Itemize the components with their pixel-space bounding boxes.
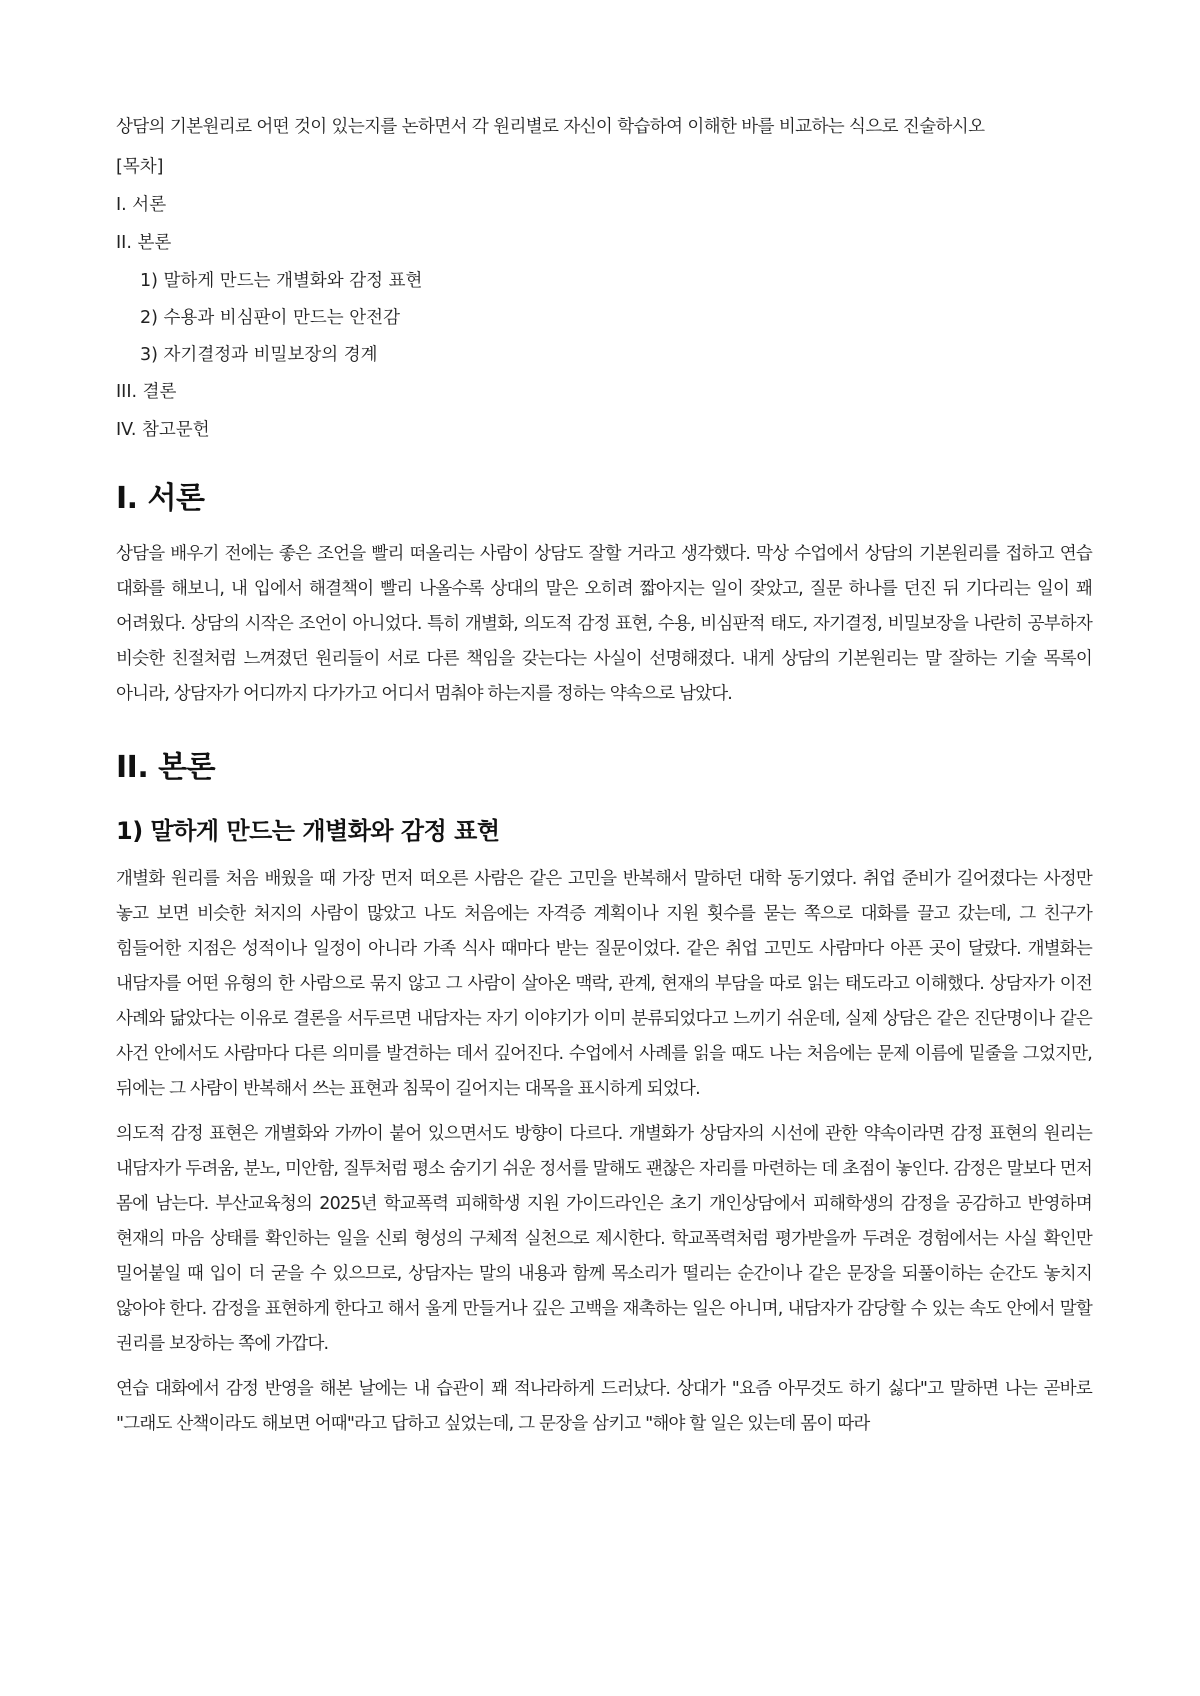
toc-item: I. 서론 [116,195,167,215]
toc-title: [목차] [116,157,164,177]
toc-subitem: 3) 자기결정과 비밀보장의 경계 [140,345,378,365]
body-paragraph: 의도적 감정 표현은 개별화와 가까이 붙어 있으면서도 방향이 다르다. 개별화가 상담자의 시선에 관한 약속이라면 감정 표현의 원리는 내담자가 두려움, 분노, 미안함, 질투처럼 평소 숨기기 쉬운 정서를 말해도 괜찮은 자리를 마련하는 데 초점이 놓인다. 감정은 말보다 먼저 몸에 남는다. 부산교육청의 2025년 학교폭력 피해학생 지원 가이드라인은 초기 개인상담에서 피해학생의 감정을 공감하고 반영하며 현재의 마음 상태를 확인하는 일을 신뢰 형성의 구체적 실천으로 제시한다. 학교폭력처럼 평가받을까 두려운 경험에서는 사실 확인만 밀어붙일 때 입이 더 굳을 수 있으므로, 상담자는 말의 내용과 함께 목소리가 떨리는 순간이나 같은 문장을 되풀이하는 순간도 놓치지 않아야 한다. 감정을 표현하게 한다고 해서 울게 만들거나 깊은 고백을 재촉하는 일은 아니며, 내담자가 감당할 수 있는 속도 안에서 말할 권리를 보장하는 쪽에 가깝다. [116,1124,1092,1354]
essay-question: 상담의 기본원리로 어떤 것이 있는지를 논하면서 각 원리별로 자신이 학습하여 이해한 바를 비교하는 식으로 진술하시오 [116,117,985,137]
toc-item: IV. 참고문헌 [116,420,210,440]
toc-item: II. 본론 [116,233,172,253]
section-heading-intro: I. 서론 [116,481,205,516]
table-of-contents [116,154,1092,443]
body-paragraph: 개별화 원리를 처음 배웠을 때 가장 먼저 떠오른 사람은 같은 고민을 반복해서 말하던 대학 동기였다. 취업 준비가 길어졌다는 사정만 놓고 보면 비슷한 처지의 사람이 많았고 나도 처음에는 자격증 계획이나 지원 횟수를 묻는 쪽으로 대화를 끌고 갔는데, 그 친구가 힘들어한 지점은 성적이나 일정이 아니라 가족 식사 때마다 받는 질문이었다. 같은 취업 고민도 사람마다 아픈 곳이 달랐다. 개별화는 내담자를 어떤 유형의 한 사람으로 묶지 않고 그 사람이 살아온 맥락, 관계, 현재의 부담을 따로 읽는 태도라고 이해했다. 상담자가 이전 사례와 닮았다는 이유로 결론을 서두르면 내담자는 자기 이야기가 이미 분류되었다고 느끼기 쉬운데, 실제 상담은 같은 진단명이나 같은 사건 안에서도 사람마다 다른 의미를 발견하는 데서 깊어진다. 수업에서 사례를 읽을 때도 나는 처음에는 문제 이름에 밑줄을 그었지만, 뒤에는 그 사람이 반복해서 쓰는 표현과 침묵이 길어지는 대목을 표시하게 되었다. [116,869,1092,1099]
toc-item: III. 결론 [116,382,177,402]
subsection-heading-1: 1) 말하게 만드는 개별화와 감정 표현 [116,817,500,845]
toc-subitem: 1) 말하게 만드는 개별화와 감정 표현 [140,271,423,291]
body-paragraph: 연습 대화에서 감정 반영을 해본 날에는 내 습관이 꽤 적나라하게 드러났다. 상대가 "요즘 아무것도 하기 싫다"고 말하면 나는 곧바로 "그래도 산책이라도 해보면 어때"라고 답하고 싶었는데, 그 문장을 삼키고 "해야 할 일은 있는데 몸이 따라 [116,1379,1092,1434]
section-heading-body: II. 본론 [116,750,216,785]
toc-subitem: 2) 수용과 비심판이 만드는 안전감 [140,308,400,328]
intro-paragraph: 상담을 배우기 전에는 좋은 조언을 빨리 떠올리는 사람이 상담도 잘할 거라고 생각했다. 막상 수업에서 상담의 기본원리를 접하고 연습 대화를 해보니, 내 입에서 해결책이 빨리 나올수록 상대의 말은 오히려 짧아지는 일이 잦았고, 질문 하나를 던진 뒤 기다리는 일이 꽤 어려웠다. 상담의 시작은 조언이 아니었다. 특히 개별화, 의도적 감정 표현, 수용, 비심판적 태도, 자기결정, 비밀보장을 나란히 공부하자 비슷한 친절처럼 느껴졌던 원리들이 서로 다른 책임을 갖는다는 사실이 선명해졌다. 내게 상담의 기본원리는 말 잘하는 기술 목록이 아니라, 상담자가 어디까지 다가가고 어디서 멈춰야 하는지를 정하는 약속으로 남았다. [116,544,1092,704]
